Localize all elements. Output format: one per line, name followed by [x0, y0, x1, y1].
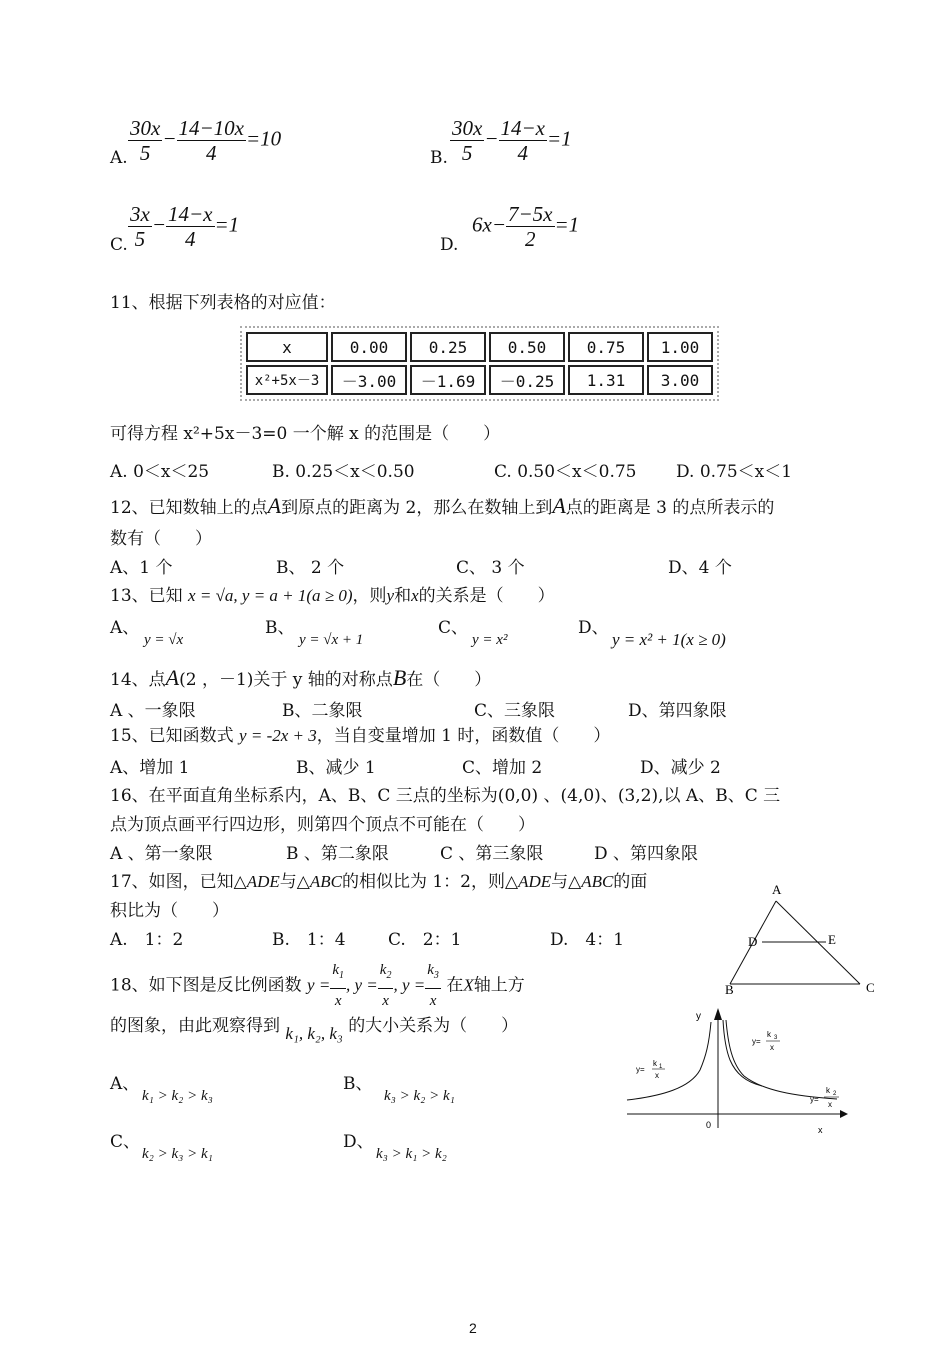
- table-cell: x: [246, 332, 328, 362]
- q12-option-a: A、1 个: [110, 558, 173, 578]
- q17-text-a: 17、如图，已知△: [110, 872, 247, 892]
- q11-stem: 11、根据下列表格的对应值：: [110, 293, 336, 313]
- q10-d-frac-num: 7−5x: [508, 202, 553, 226]
- q10-c-frac2-den: 4: [185, 227, 196, 251]
- q18-option-d-expr: k₃ > k₁ > k₂: [376, 1146, 447, 1162]
- q13-option-c-expr: y = x²: [472, 632, 508, 648]
- x-axis-arrow: [840, 1110, 848, 1118]
- q14-point-a: A: [165, 665, 180, 690]
- x-axis-label: x: [818, 1125, 823, 1135]
- q14-option-c: C、三象限: [474, 701, 556, 721]
- y-axis-arrow: [714, 1008, 722, 1020]
- svg-text:k: k: [653, 1059, 657, 1068]
- table-cell: 1.00: [647, 332, 713, 362]
- curve-k2: [726, 1020, 837, 1099]
- q10-a-frac2-num: 14−10x: [178, 116, 244, 140]
- q13-condition: x = √a, y = a + 1(a ≥ 0): [188, 586, 353, 605]
- origin-label: 0: [706, 1120, 712, 1130]
- q10-c-rhs: =1: [214, 212, 240, 237]
- q13-and: 和: [394, 586, 412, 606]
- q13-var-y: y: [386, 586, 395, 605]
- q10-d-frac-den: 2: [525, 227, 536, 251]
- vertex-d-label: D: [748, 934, 758, 949]
- q12-stem-c: 点的距离是 3 的点所表示的: [565, 498, 775, 518]
- q13-option-d-expr: y = x² + 1(x ≥ 0): [612, 630, 726, 649]
- q10-b-rhs: =1: [547, 126, 572, 151]
- q18-f2-num: $k_2$: [378, 958, 394, 989]
- table-cell: 0.25: [410, 332, 486, 362]
- q18-line2-a: 的图象，由此观察得到: [110, 1016, 280, 1036]
- table-cell: 0.50: [489, 332, 565, 362]
- q10-c-frac1-den: 5: [134, 227, 146, 251]
- q10-option-b-equation: $\frac{30x}{5}$ − $\frac{14-x}{4}$ =1: [452, 116, 572, 165]
- q14-point-b: B: [392, 665, 407, 690]
- q15-option-b: B、减少 1: [296, 758, 376, 778]
- table-cell: 1.31: [568, 365, 644, 395]
- q10-option-a-label: A.: [110, 148, 128, 168]
- q18-f3-num: $k_3$: [425, 958, 441, 989]
- q17-text-e: 的面: [613, 872, 648, 892]
- q12-stem-a: 12、已知数轴上的点: [110, 498, 268, 518]
- q10-d-pre: 6x−: [472, 212, 506, 237]
- q13-option-d-label: D、: [578, 618, 609, 638]
- q16-option-d: D 、第四象限: [594, 844, 699, 864]
- curve-k3: [723, 1020, 762, 1086]
- q13-var-x: x: [411, 586, 419, 605]
- q18-option-a-label: A、: [110, 1074, 140, 1094]
- table-row: [246, 365, 713, 395]
- q18-x-axis: X: [463, 975, 474, 995]
- q18-option-c-expr: k₂ > k₃ > k₁: [142, 1146, 213, 1162]
- q10-option-c-equation: $\frac{3x}{5}$ − $\frac{14-x}{4}$ =1: [130, 202, 240, 251]
- q10-b-frac1-num: 30x: [452, 116, 483, 140]
- q17-ade-2: ADE: [518, 872, 552, 891]
- svg-text:y=: y=: [636, 1065, 645, 1074]
- q10-option-c-label: C.: [110, 235, 128, 255]
- table-cell: －3.00: [331, 365, 407, 395]
- q17-option-d: D. 4：1: [550, 930, 625, 950]
- q13-option-c-label: C、: [438, 618, 469, 638]
- table-cell: 3.00: [647, 365, 713, 395]
- q18-stem-b: 在: [446, 975, 464, 996]
- table-cell: 0.75: [568, 332, 644, 362]
- table-cell: x²+5x－3: [246, 365, 328, 395]
- q17-option-b: B. 1：4: [272, 930, 346, 950]
- q10-option-d-label: D.: [440, 235, 459, 255]
- q18-option-b-label: B、: [343, 1074, 373, 1094]
- q10-c-frac2-num: 14−x: [168, 202, 213, 226]
- vertex-b-label: B: [725, 982, 734, 997]
- q12-point-a: A: [267, 493, 282, 518]
- q10-a-frac1-den: 5: [139, 141, 151, 165]
- svg-text:k: k: [767, 1030, 771, 1039]
- svg-text:x: x: [770, 1043, 774, 1052]
- q16-option-a: A 、第一象限: [110, 844, 213, 864]
- q18-line2-b: 的大小关系为（ ）: [348, 1016, 519, 1036]
- svg-text:x: x: [655, 1071, 659, 1080]
- q12-stem-line2: 数有（ ）: [110, 529, 212, 549]
- q18-option-c-label: C、: [110, 1132, 141, 1152]
- q14-stem: [110, 665, 492, 690]
- table-cell: －1.69: [410, 365, 486, 395]
- q12-point-a-2: A: [552, 493, 566, 518]
- q11-option-b: B. 0.25＜x＜0.50: [272, 462, 415, 482]
- svg-text:y=: y=: [752, 1037, 761, 1046]
- vertex-c-label: C: [866, 980, 875, 995]
- label-k3: [752, 1030, 780, 1052]
- q10-option-a-equation: $\frac{30x}{5}$ − $\frac{14-10x}{4}$ =10: [130, 116, 282, 165]
- q14-option-b: B、二象限: [282, 701, 363, 721]
- q16-stem-line1: 16、在平面直角坐标系内，A、B、C 三点的坐标为(0,0) 、(4,0)、(3,2),以 A、B、C 三: [110, 786, 781, 806]
- q17-abc-2: ABC: [581, 872, 614, 891]
- q16-stem-line2: 点为顶点画平行四边形，则第四个顶点不可能在（ ）: [110, 815, 535, 835]
- q11-option-d: D. 0.75＜x＜1: [676, 462, 793, 482]
- q17-text-c: 的相似比为 1：2，则△: [341, 872, 519, 892]
- q18-stem-c: 轴上方: [473, 975, 525, 996]
- q18-k-values: k₁, k₂, k₃: [285, 1024, 343, 1043]
- q17-option-c: C. 2：1: [388, 930, 462, 950]
- q13-stem-c: 的关系是（ ）: [418, 586, 555, 606]
- vertex-a-label: A: [772, 882, 782, 897]
- q12-stem: [110, 493, 775, 518]
- q17-triangle-figure: [720, 880, 885, 1000]
- q18-stem-line1: 18、如下图是反比例函数 y = $\frac{k_1}{x}$ , y = $\frac{k_2}{x}$ , y = $\frac{k_3}{x}$ 在X轴上方: [110, 958, 525, 1013]
- q18-option-a-expr: k₁ > k₂ > k₃: [142, 1088, 213, 1104]
- q14-stem-a: 14、点: [110, 670, 166, 690]
- svg-text:k: k: [826, 1086, 830, 1095]
- q13-option-b-label: B、: [265, 618, 295, 638]
- q18-option-b-expr: k₃ > k₂ > k₁: [384, 1088, 455, 1104]
- q14-stem-c: 在（ ）: [406, 670, 492, 690]
- q10-a-frac1-num: 30x: [130, 116, 161, 140]
- q13-stem-b: ，则: [352, 586, 387, 606]
- q16-option-b: B 、第二象限: [286, 844, 389, 864]
- q10-option-d-equation: [472, 202, 579, 251]
- q11-question: 可得方程 x²+5x－3=0 一个解 x 的范围是（ ）: [110, 424, 501, 444]
- q13-option-b-expr: y = √x + 1: [299, 632, 364, 648]
- q11-option-c: C. 0.50＜x＜0.75: [494, 462, 637, 482]
- vertex-e-label: E: [828, 932, 836, 947]
- q17-abc: ABC: [309, 872, 342, 891]
- q10-c-frac1-num: 3x: [130, 202, 150, 226]
- q15-function: y = -2x + 3: [239, 726, 317, 745]
- q17-text-b: 与△: [279, 872, 310, 892]
- table-cell: 0.00: [331, 332, 407, 362]
- svg-text:1: 1: [659, 1064, 663, 1070]
- svg-text:2: 2: [833, 1091, 837, 1097]
- q17-stem-line2: 积比为（ ）: [110, 901, 229, 921]
- q17-stem-line1: [110, 872, 647, 892]
- q14-stem-b: (2 ，－1)关于 y 轴的对称点: [179, 670, 393, 690]
- q13-stem: [110, 586, 555, 606]
- svg-text:x: x: [828, 1100, 832, 1109]
- q18-f2-den: x: [382, 993, 389, 1009]
- q18-f1-num: $k_1$: [330, 958, 346, 989]
- q14-option-a: A 、一象限: [110, 701, 196, 721]
- q13-option-a-label: A、: [110, 618, 140, 638]
- page-number: 2: [469, 1320, 477, 1336]
- curve-k1: [627, 1022, 711, 1100]
- q18-f1-den: x: [334, 993, 342, 1009]
- q17-ade: ADE: [246, 872, 280, 891]
- q12-option-c: C、 3 个: [456, 558, 525, 578]
- q15-stem-a: 15、已知函数式: [110, 726, 234, 746]
- q10-option-b-label: B.: [430, 148, 448, 168]
- q18-f3-den: x: [429, 993, 437, 1009]
- q18-hyperbola-graph: [622, 1004, 854, 1136]
- q14-option-d: D、第四象限: [628, 701, 727, 721]
- q15-option-c: C、增加 2: [462, 758, 543, 778]
- q10-a-frac2-den: 4: [206, 141, 217, 165]
- q15-option-d: D、减少 2: [640, 758, 721, 778]
- label-k1: [636, 1059, 665, 1080]
- q11-value-table: [240, 326, 719, 401]
- q16-option-c: C 、第三象限: [440, 844, 544, 864]
- table-cell: －0.25: [489, 365, 565, 395]
- q18-stem-a: 18、如下图是反比例函数: [110, 975, 302, 996]
- q17-option-a: A. 1：2: [110, 930, 184, 950]
- q15-option-a: A、增加 1: [110, 758, 190, 778]
- q17-text-d: 与△: [551, 872, 582, 892]
- q13-stem-a: 13、已知: [110, 586, 183, 606]
- q13-option-a-expr: y = √x: [144, 632, 184, 648]
- svg-text:3: 3: [774, 1035, 778, 1041]
- q18-stem-line2: [110, 1016, 519, 1043]
- q15-stem: [110, 726, 610, 746]
- q10-d-rhs: =1: [554, 212, 580, 237]
- q11-option-a: A. 0＜x＜25: [110, 462, 210, 482]
- q12-stem-b: 到原点的距离为 2，那么在数轴上到: [281, 498, 553, 518]
- q10-a-rhs: =10: [246, 126, 282, 151]
- q12-option-b: B、 2 个: [276, 558, 345, 578]
- svg-text:y=: y=: [810, 1095, 819, 1104]
- q10-b-frac2-den: 4: [517, 141, 528, 165]
- q10-b-frac1-den: 5: [461, 141, 473, 165]
- table-row: [246, 332, 713, 362]
- q18-option-d-label: D、: [343, 1132, 374, 1152]
- label-k2: [810, 1086, 839, 1109]
- q12-option-d: D、4 个: [668, 558, 732, 578]
- q15-stem-b: ，当自变量增加 1 时，函数值（ ）: [316, 726, 611, 746]
- y-axis-label: y: [696, 1011, 701, 1022]
- q10-b-frac2-num: 14−x: [500, 116, 545, 140]
